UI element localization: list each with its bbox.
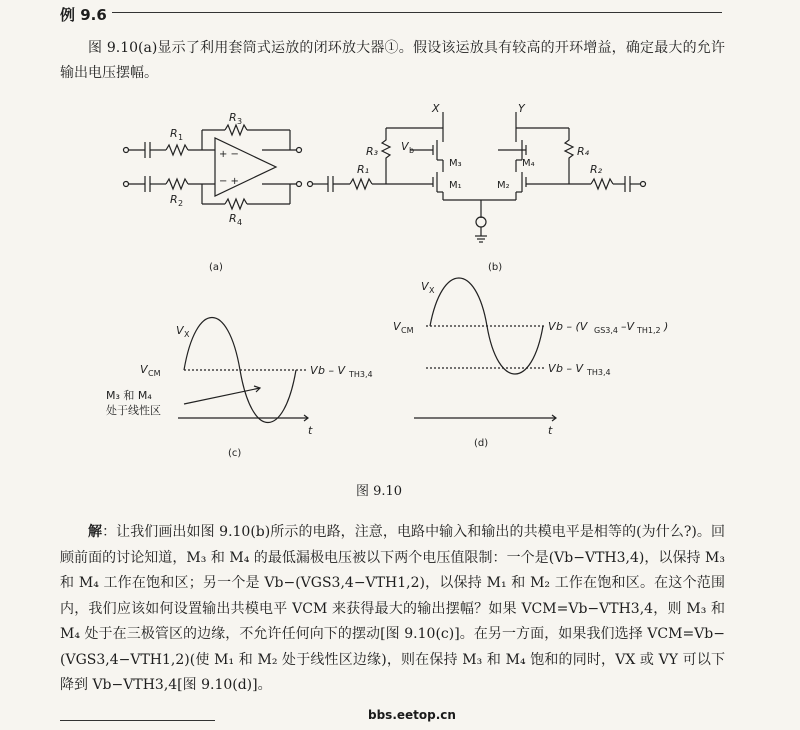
a-r3-label: R: [229, 111, 237, 124]
panel-d-labels: [393, 280, 668, 449]
a-minus-plus: + −: [219, 149, 239, 160]
b-m3-label: M₃: [449, 158, 462, 169]
b-y-label: Y: [518, 102, 525, 115]
c-vx-label: V: [176, 324, 184, 337]
svg-text:b – (V: b – (V: [556, 320, 588, 333]
svg-text:b – V: b – V: [556, 362, 584, 375]
panel-c: [178, 318, 308, 423]
a-r4-label: R: [229, 212, 237, 225]
svg-text:b: b: [409, 146, 415, 155]
svg-text:3: 3: [237, 117, 243, 126]
solution-paragraph: [60, 520, 725, 699]
b-m4-label: M₄: [522, 158, 535, 169]
svg-text:): ): [664, 320, 669, 333]
panel-d: [414, 278, 556, 421]
b-m2-label: M₂: [497, 180, 510, 191]
b-m1-label: M₁: [449, 180, 462, 191]
c-note-line1: M₃ 和 M₄: [106, 389, 152, 402]
b-r2-label: R₂: [590, 163, 603, 176]
svg-text:b – V: b – V: [318, 364, 346, 377]
svg-text:1: 1: [178, 133, 184, 142]
panel-d-label: (d): [474, 438, 489, 449]
d-vx-label: V: [421, 280, 429, 293]
svg-text:X: X: [429, 286, 435, 295]
c-t-label: t: [308, 424, 313, 437]
svg-text:TH3,4: TH3,4: [349, 370, 373, 379]
svg-text:TH3,4: TH3,4: [587, 368, 611, 377]
d-level-top-label: V: [548, 320, 556, 333]
panel-c-label: (c): [228, 448, 242, 459]
c-note-line2: 处于线性区: [106, 404, 161, 417]
panel-b: [308, 112, 646, 242]
b-r3-label: R₃: [366, 145, 379, 158]
a-r1-label: R: [170, 127, 178, 140]
a-r2-label: R: [170, 193, 178, 206]
b-r4-label: R₄: [577, 145, 590, 158]
svg-text:CM: CM: [148, 369, 161, 378]
c-level-label: V: [310, 364, 318, 377]
d-vcm-label: V: [393, 320, 401, 333]
solution-lead: 解: [88, 524, 103, 540]
panel-c-labels: [106, 324, 373, 459]
svg-text:4: 4: [237, 218, 243, 227]
d-t-label: t: [548, 424, 553, 437]
d-level-bot-label: V: [548, 362, 556, 375]
svg-text:TH1,2: TH1,2: [637, 326, 661, 335]
b-r1-label: R₁: [357, 163, 370, 176]
svg-text:CM: CM: [401, 326, 414, 335]
panel-a-labels: [170, 111, 242, 273]
panel-a-label: (a): [209, 262, 223, 273]
example-title: 例 9.6: [60, 6, 107, 24]
figure-caption: 图 9.10: [356, 484, 403, 499]
svg-text:GS3,4: GS3,4: [594, 326, 618, 335]
watermark: bbs.eetop.cn: [368, 708, 456, 722]
a-plus-minus: − +: [219, 176, 239, 187]
panel-a: [124, 125, 302, 209]
footnote-rule: [60, 720, 215, 721]
svg-text:–V: –V: [621, 320, 635, 333]
svg-text:X: X: [184, 330, 190, 339]
intro-paragraph: 图 9.10(a)显示了利用套筒式运放的闭环放大器①。假设该运放具有较高的开环增益，确定最大的允许输出电压摆幅。: [60, 40, 725, 81]
c-vcm-label: V: [140, 363, 148, 376]
solution-text: ：让我们画出如图 9.10(b)所示的电路，注意，电路中输入和输出的共模电平是相等的(为什么?)。回顾前面的讨论知道，M₃ 和 M₄ 的最低漏极电压被以下两个电压值限制：一个是(Vb−VTH3,4)，以保持 M₃ 和 M₄ 工作在饱和区；另一个是 Vb−(VGS3,4−VTH1,2)，以保持 M₁ 和 M₂ 工作在饱和区。在这个范围内，我们应该如何设置输出共模电平 VCM 来获得最大的输出摆幅？如果 VCM=Vb−VTH3,4，则 M₃ 和 M₄ 处于在三极管区的边缘，不允许任何向下的摆动[图 9.10(c)]。在另一方面，如果我们选择 VCM=Vb−(VGS3,4−VTH1,2)(使 M₁ 和 M₂ 处于线性区边缘)，则在保持 M₃ 和 M₄ 饱和的同时，VX 或 VY 可以下降到 Vb−VTH3,4[图 9.10(d)]。: [60, 524, 726, 693]
svg-text:2: 2: [178, 199, 184, 208]
panel-b-label: (b): [488, 262, 503, 273]
b-x-label: X: [432, 102, 440, 115]
b-vb-label: V: [401, 140, 409, 153]
